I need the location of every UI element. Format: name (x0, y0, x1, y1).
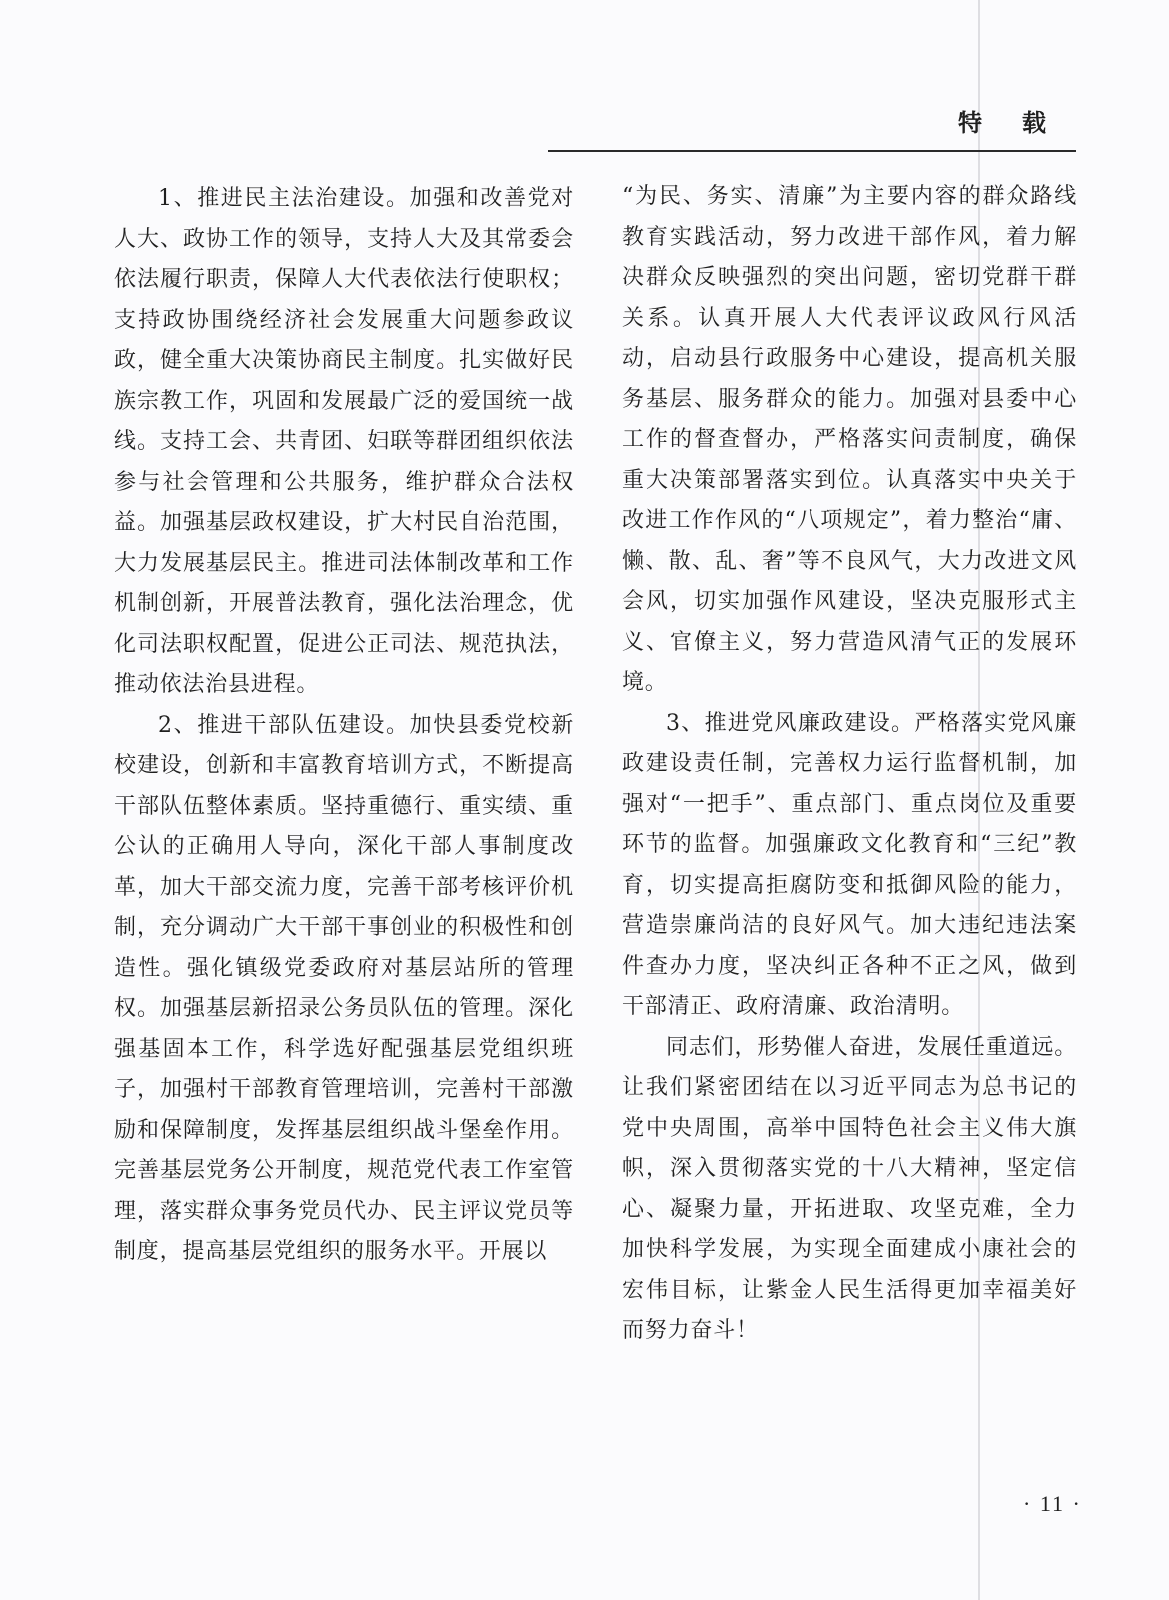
paragraph-cadre-team-building: 2、推进干部队伍建设。加快县委党校新校建设，创新和丰富教育培训方式，不断提高干部队伍整体素质。坚持重德行、重实绩、重公认的正确用人导向，深化干部人事制度改革，加大干部交流力度，完善干部考核评价机制，充分调动广大干部干事创业的积极性和创造性。强化镇级党委政府对基层站所的管理权。加强基层新招录公务员队伍的管理。深化强基固本工作，科学选好配强基层党组织班子，加强村干部教育管理培训，完善村干部激励和保障制度，发挥基层组织战斗堡垒作用。完善基层党务公开制度，规范党代表工作室管理，落实群众事务党员代办、民主评议党员等制度，提高基层党组织的服务水平。开展以 (114, 712, 574, 1264)
left-column (114, 179, 574, 1273)
section-header-title: 特载 (958, 109, 1086, 137)
header-rule (548, 150, 1076, 152)
paragraph-continuation: “为民、务实、清廉”为主要内容的群众路线教育实践活动，努力改进干部作风，着力解决群众反映强烈的突出问题，密切党群干群关系。认真开展人大代表评议政风行风活动，启动县行政服务中心建设，提高机关服务基层、服务群众的能力。加强对县委中心工作的督查督办，严格落实问责制度，确保重大决策部署落实到位。认真落实中央关于改进工作作风的“八项规定”，着力整治“庸、懒、散、乱、奢”等不良风气，大力改进文风会风，切实加强作风建设，坚决克服形式主义、官僚主义，努力营造风清气正的发展环境。 (622, 184, 1077, 695)
paragraph-democracy-rule-of-law: 1、推进民主法治建设。加强和改善党对人大、政协工作的领导，支持人大及其常委会依法履行职责，保障人大代表依法行使职权；支持政协围绕经济社会发展重大问题参政议政，健全重大决策协商民主制度。扎实做好民族宗教工作，巩固和发展最广泛的爱国统一战线。支持工会、共青团、妇联等群团组织依法参与社会管理和公共服务，维护群众合法权益。加强基层政权建设，扩大村民自治范围，大力发展基层民主。推进司法体制改革和工作机制创新，开展普法教育，强化法治理念，优化司法职权配置，促进公正司法、规范执法，推动依法治县进程。 (114, 186, 574, 697)
paragraph-closing-remarks: 同志们，形势催人奋进，发展任重道远。让我们紧密团结在以习近平同志为总书记的党中央周围，高举中国特色社会主义伟大旗帜，深入贯彻落实党的十八大精神，坚定信心、凝聚力量，开拓进取、攻坚克难，全力加快科学发展，为实现全面建成小康社会的宏伟目标，让紫金人民生活得更加幸福美好而努力奋斗！ (622, 1034, 1077, 1343)
paragraph-party-conduct-integrity: 3、推进党风廉政建设。严格落实党风廉政建设责任制，完善权力运行监督机制，加强对“一把手”、重点部门、重点岗位及重要环节的监督。加强廉政文化教育和“三纪”教育，切实提高拒腐防变和抵御风险的能力，营造崇廉尚洁的良好风气。加大违纪违法案件查办力度，坚决纠正各种不正之风，做到干部清正、政府清廉、政治清明。 (622, 710, 1077, 1019)
right-column (622, 177, 1077, 1352)
page-number: · 11 · (1023, 1491, 1082, 1516)
